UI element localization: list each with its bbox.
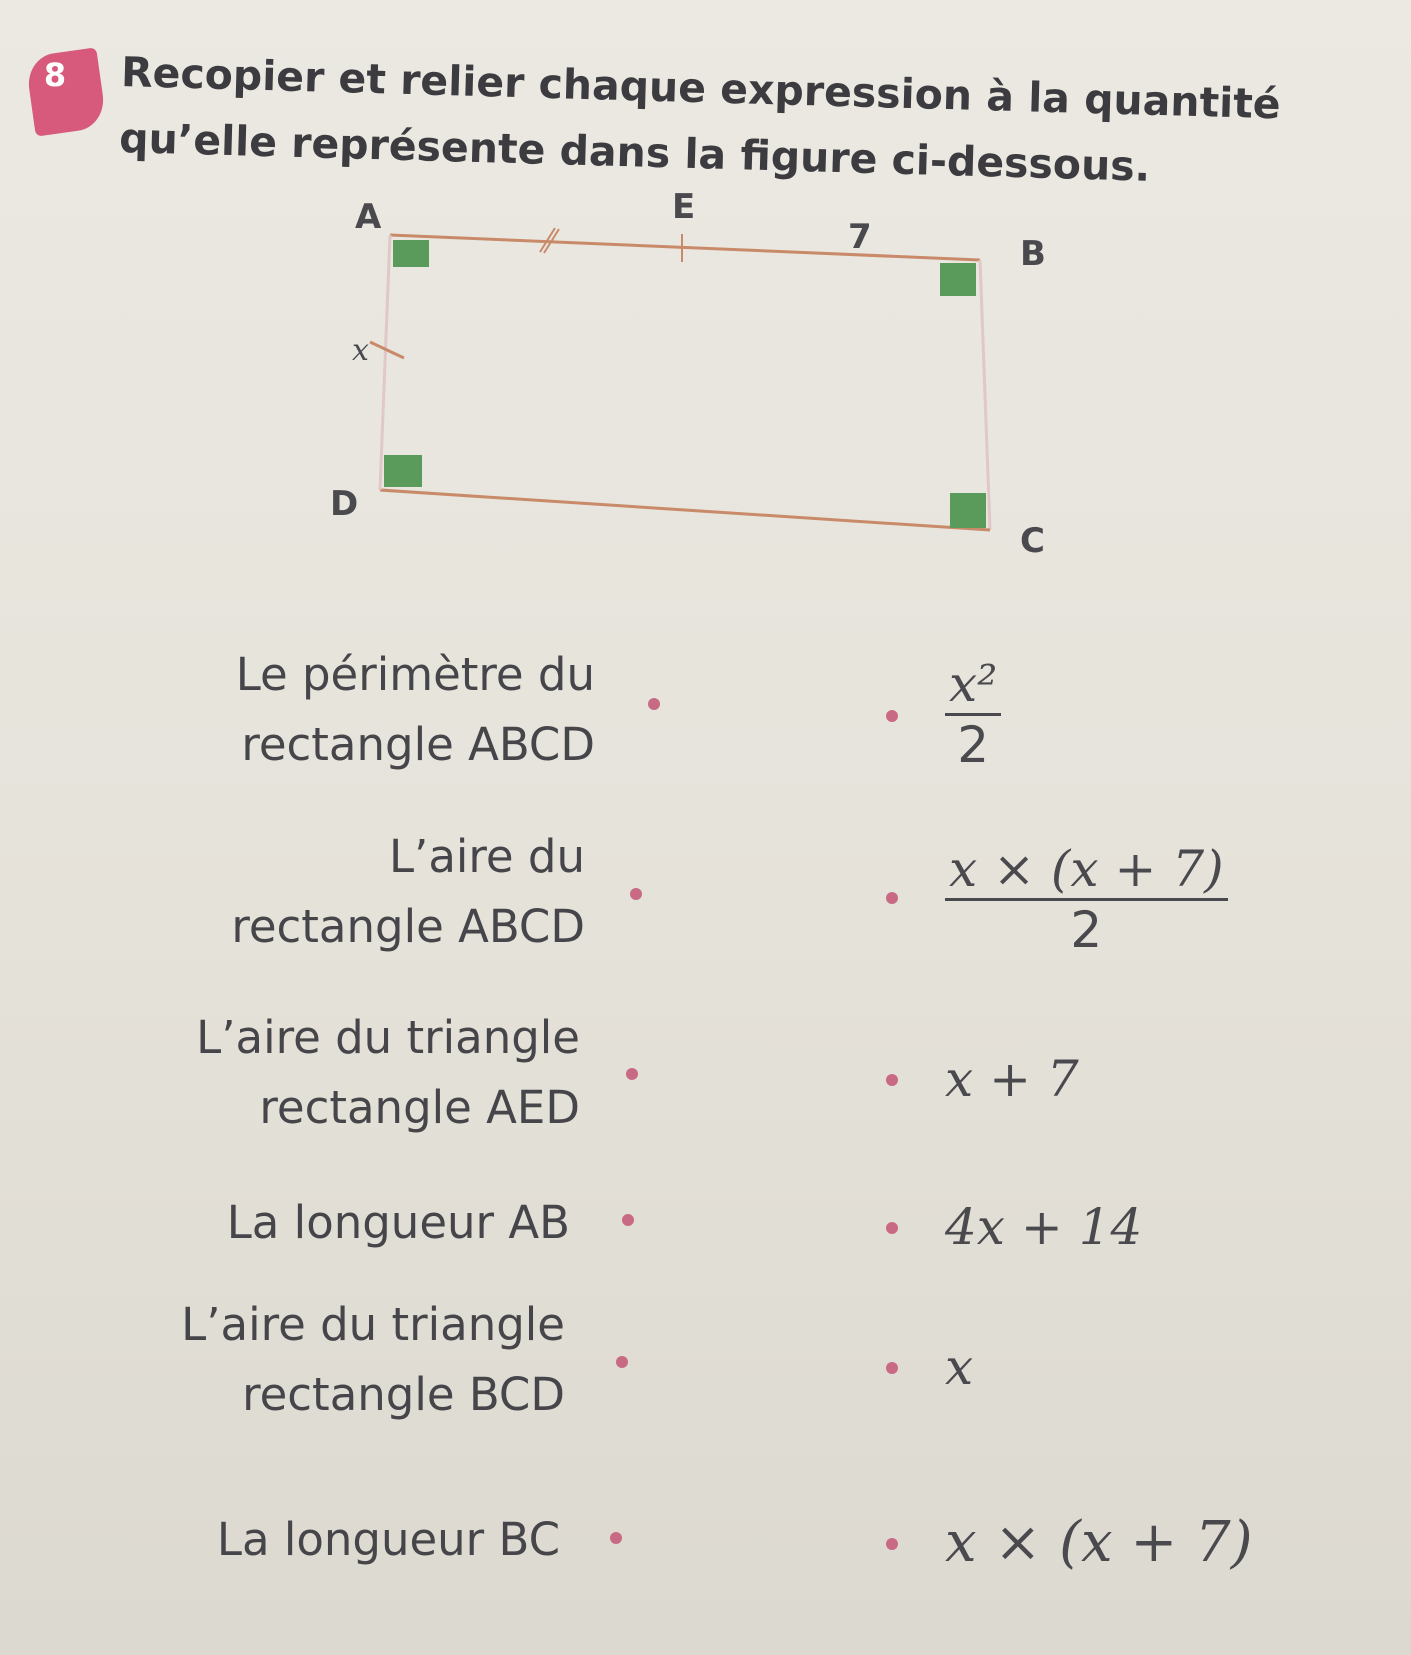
label-B: B xyxy=(1020,234,1046,274)
quantity-2 xyxy=(60,822,585,962)
exercise-instruction: Recopier et relier chaque expression à la quantité qu’elle représente dans la figure ci-dessous. xyxy=(118,47,1282,191)
right-dot-1[interactable] xyxy=(886,710,898,722)
left-dot-3[interactable] xyxy=(626,1068,638,1080)
quantity-4 xyxy=(60,1188,570,1258)
right-dot-2[interactable] xyxy=(886,892,898,904)
right-angle-A xyxy=(393,240,429,267)
quantity-5-line2: rectangle BCD xyxy=(242,1367,565,1421)
label-E: E xyxy=(672,190,696,227)
expression-3: x + 7 xyxy=(945,1050,1079,1108)
quantity-3-line2: rectangle AED xyxy=(259,1080,580,1134)
left-dot-1[interactable] xyxy=(648,698,660,710)
right-dot-5[interactable] xyxy=(886,1362,898,1374)
expression-1-denominator: 2 xyxy=(957,716,990,774)
left-dot-6[interactable] xyxy=(610,1532,622,1544)
right-angle-D xyxy=(384,455,422,487)
quantity-5-line1: L’aire du triangle xyxy=(181,1298,565,1351)
label-x: x xyxy=(352,333,369,368)
right-angle-B xyxy=(940,263,976,296)
left-dot-5[interactable] xyxy=(616,1356,628,1368)
quantity-6 xyxy=(50,1505,560,1575)
left-dot-2[interactable] xyxy=(630,888,642,900)
quantity-4-line1: La longueur AB xyxy=(226,1196,570,1249)
label-A: A xyxy=(355,197,382,237)
edge-DA xyxy=(380,235,390,490)
edge-CD xyxy=(380,490,990,530)
right-dot-4[interactable] xyxy=(886,1222,898,1234)
left-dot-4[interactable] xyxy=(622,1214,634,1226)
expression-5: x xyxy=(945,1338,974,1396)
expression-6: x × (x + 7) xyxy=(945,1510,1253,1575)
label-D: D xyxy=(330,484,359,524)
edge-AB xyxy=(390,235,980,260)
quantity-3 xyxy=(60,1003,580,1143)
expression-4: 4x + 14 xyxy=(945,1198,1143,1256)
label-7: 7 xyxy=(848,217,872,257)
quantity-2-line2: rectangle ABCD xyxy=(231,899,585,953)
quantity-5 xyxy=(50,1290,565,1430)
right-angle-C xyxy=(950,493,986,528)
quantity-3-line1: L’aire du triangle xyxy=(196,1011,580,1064)
expression-2-numerator: x × (x + 7) xyxy=(949,840,1224,898)
quantity-6-line1: La longueur BC xyxy=(216,1513,560,1566)
expression-2 xyxy=(945,840,1228,959)
quantity-2-line1: L’aire du xyxy=(388,830,585,883)
expression-2-denominator: 2 xyxy=(1070,901,1103,959)
rectangle-figure xyxy=(300,190,1120,590)
expression-1 xyxy=(945,655,1001,774)
quantity-1 xyxy=(70,640,595,780)
exercise-number: 8 xyxy=(43,56,67,94)
right-dot-6[interactable] xyxy=(886,1538,898,1550)
label-C: C xyxy=(1020,521,1045,561)
quantity-1-line1: Le périmètre du xyxy=(235,648,595,701)
quantity-1-line2: rectangle ABCD xyxy=(241,717,595,771)
edge-BC xyxy=(980,260,990,530)
right-dot-3[interactable] xyxy=(886,1074,898,1086)
expression-1-numerator: x² xyxy=(949,655,998,713)
